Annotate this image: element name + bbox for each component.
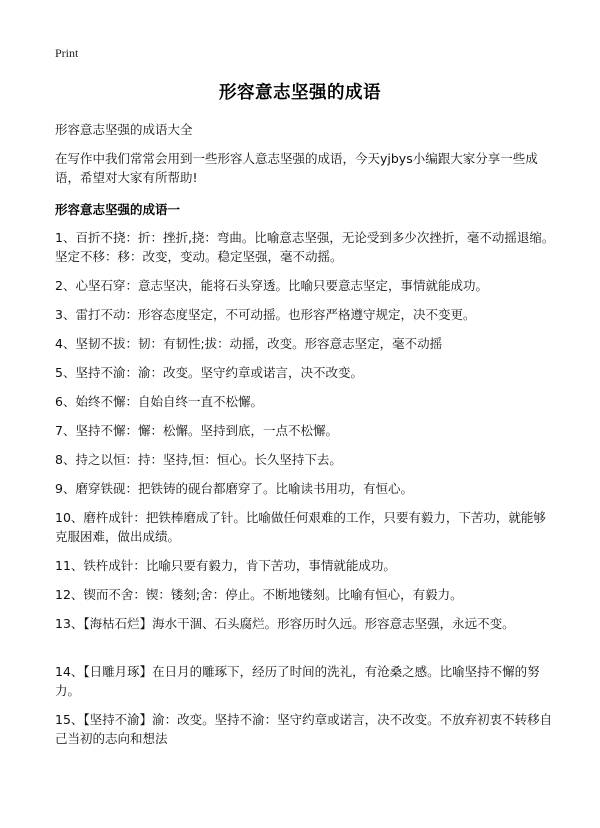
list-item: 5、坚持不渝：渝：改变。坚守约章或诺言，决不改变。 [55,365,363,380]
list-item: 12、锲而不舍：锲：镂刻;舍：停止。不断地镂刻。比喻有恒心，有毅力。 [55,587,463,602]
section-heading: 形容意志坚强的成语一 [55,202,181,217]
document-subtitle: 形容意志坚强的成语大全 [55,122,193,137]
page-title: 形容意志坚强的成语 [219,83,381,103]
list-item: 4、坚韧不拔：韧：有韧性;拔：动摇，改变。形容意志坚定，毫不动摇 [55,336,443,351]
list-item: 8、持之以恒：持：坚持,恒：恒心。长久坚持下去。 [55,452,342,467]
list-item: 9、磨穿铁砚：把铁铸的砚台都磨穿了。比喻读书用功，有恒心。 [55,481,413,496]
list-item: 15、【坚持不渝】渝：改变。坚持不渝：坚守约章或诺言，决不改变。不放弃初衷不转移自己当初的志向和想法 [55,712,553,746]
list-item: 7、坚持不懈：懈：松懈。坚持到底，一点不松懈。 [55,423,338,438]
idiom-list [55,224,555,754]
intro-paragraph: 在写作中我们常常会用到一些形容人意志坚强的成语，今天yjbys小编跟大家分享一些成语，希望对大家有所帮助! [55,151,538,185]
list-item: 1、百折不挠：折：挫折,挠：弯曲。比喻意志坚强，无论受到多少次挫折，毫不动摇退缩。坚定不移：移：改变，变动。稳定坚强，毫不动摇。 [55,230,555,264]
list-item: 10、磨杵成针：把铁棒磨成了针。比喻做任何艰难的工作，只要有毅力，下苦功，就能够克服困难，做出成绩。 [55,510,546,544]
print-link[interactable]: Print [55,46,79,60]
list-item: 2、心坚石穿：意志坚决，能将石头穿透。比喻只要意志坚定，事情就能成功。 [55,278,488,293]
list-item: 14、【日雕月琢】在日月的雕琢下，经历了时间的洗礼，有沧桑之感。比喻坚持不懈的努力。 [55,664,540,698]
list-item: 13、【海枯石烂】海水干涸、石头腐烂。形容历时久远。形容意志坚强，永远不变。 [55,616,515,631]
list-item: 6、始终不懈：自始自终一直不松懈。 [55,394,263,409]
list-item: 3、雷打不动：形容态度坚定，不可动摇。也形容严格遵守规定，决不变更。 [55,307,476,322]
list-item: 11、铁杵成针：比喻只要有毅力，肯下苦功，事情就能成功。 [55,558,396,573]
